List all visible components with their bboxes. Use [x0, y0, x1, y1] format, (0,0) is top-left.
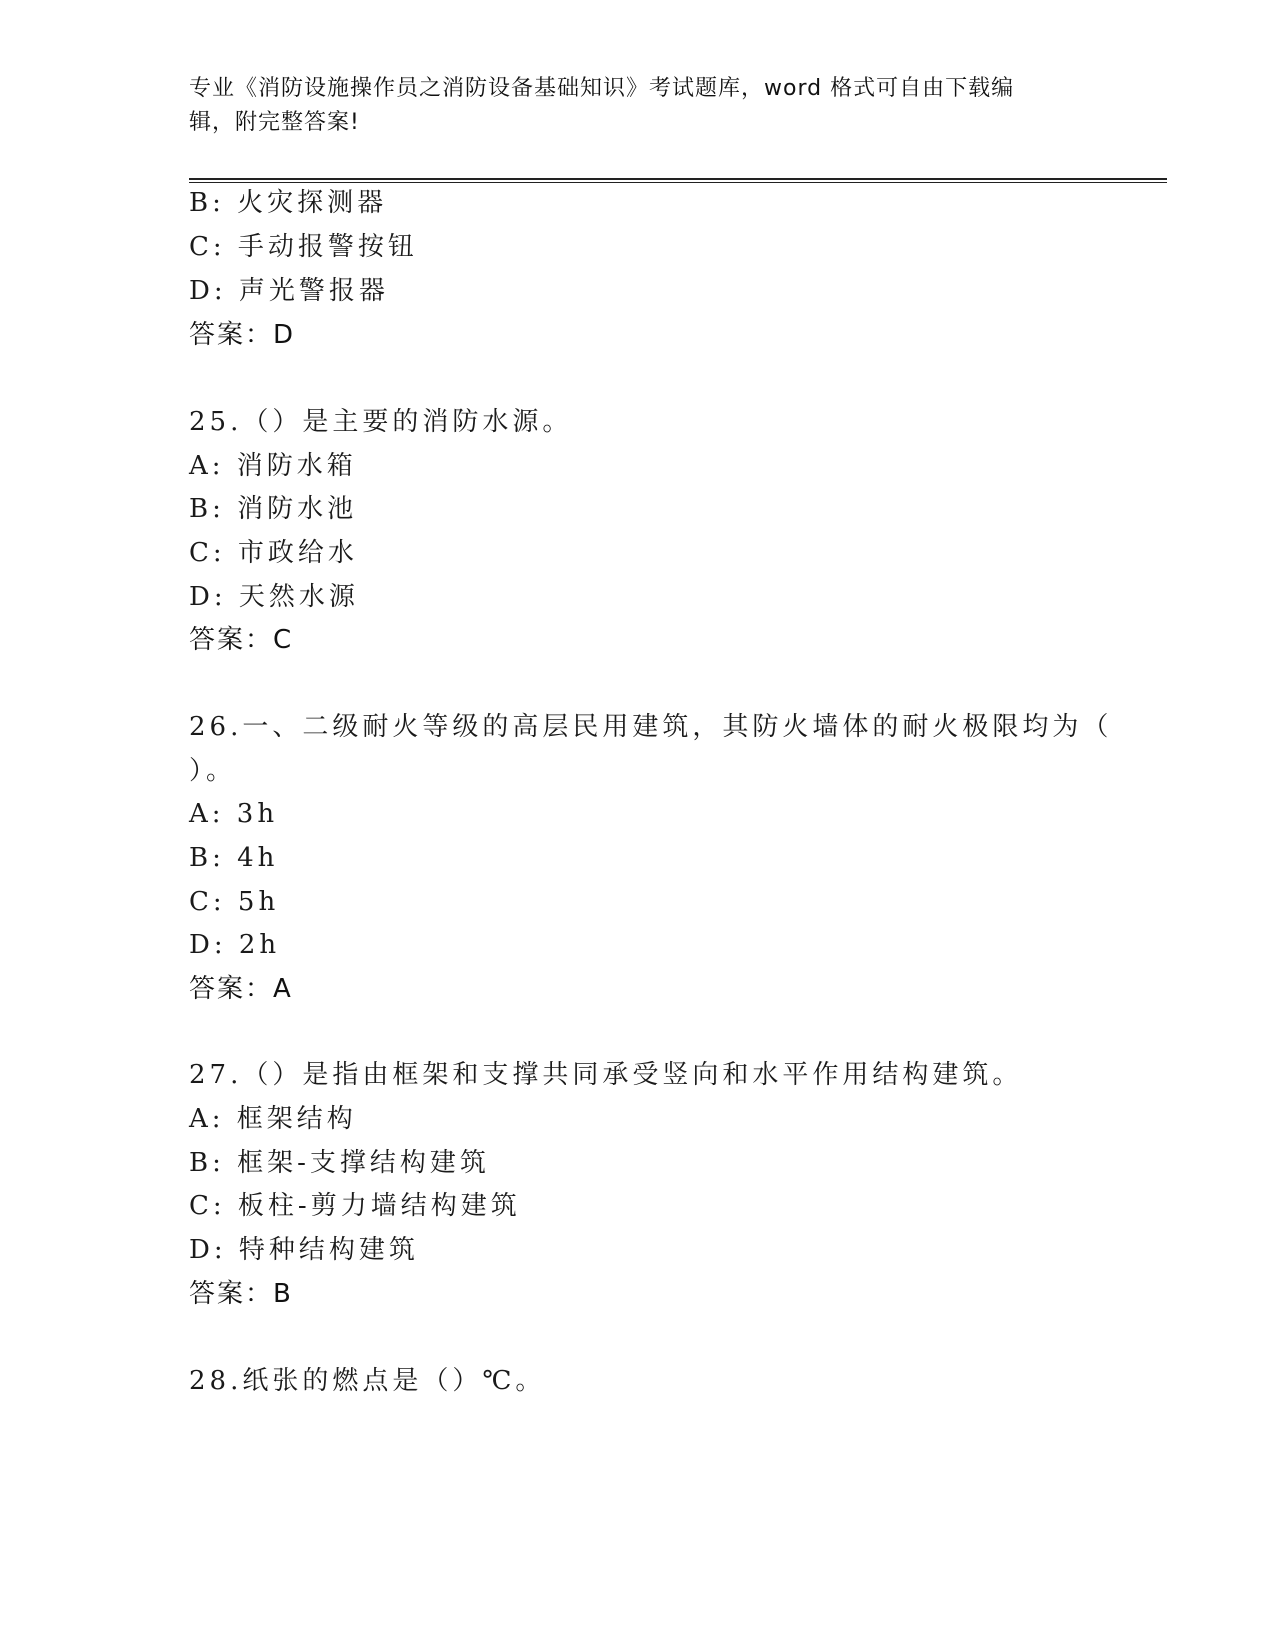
document-header — [189, 72, 1089, 140]
question-26-line-2: ）。 — [189, 756, 237, 786]
option-b: B: 框架-支撑结构建筑 — [189, 1148, 490, 1178]
header-line-2: 辑，附完整答案! — [189, 110, 360, 135]
question-28: 28.纸张的燃点是（）℃。 — [189, 1366, 546, 1396]
answer: 答案：D — [189, 320, 296, 350]
option-b: B: 4h — [189, 843, 279, 873]
option-d: D: 2h — [189, 930, 281, 960]
option-d: D: 天然水源 — [189, 582, 359, 612]
option-c: C: 板柱-剪力墙结构建筑 — [189, 1191, 521, 1221]
option-a: A: 3h — [189, 799, 279, 829]
option-d: D: 声光警报器 — [189, 276, 389, 306]
question-26-line-1: 26.一、二级耐火等级的高层民用建筑，其防火墙体的耐火极限均为（ — [189, 712, 1113, 742]
answer: 答案：B — [189, 1279, 293, 1309]
question-27: 27.（）是指由框架和支撑共同承受竖向和水平作用结构建筑。 — [189, 1060, 1023, 1090]
option-a: A: 消防水箱 — [189, 451, 357, 481]
header-divider — [189, 178, 1167, 183]
header-line-1: 专业《消防设施操作员之消防设备基础知识》考试题库，word 格式可自由下载编 — [189, 76, 1015, 101]
question-25: 25.（）是主要的消防水源。 — [189, 407, 573, 437]
option-b: B: 火灾探测器 — [189, 188, 388, 218]
option-b: B: 消防水池 — [189, 494, 358, 524]
option-c: C: 5h — [189, 887, 280, 917]
answer: 答案：A — [189, 974, 293, 1004]
answer: 答案：C — [189, 625, 294, 655]
option-c: C: 市政给水 — [189, 538, 358, 568]
option-d: D: 特种结构建筑 — [189, 1235, 419, 1265]
option-a: A: 框架结构 — [189, 1104, 357, 1134]
option-c: C: 手动报警按钮 — [189, 232, 418, 262]
